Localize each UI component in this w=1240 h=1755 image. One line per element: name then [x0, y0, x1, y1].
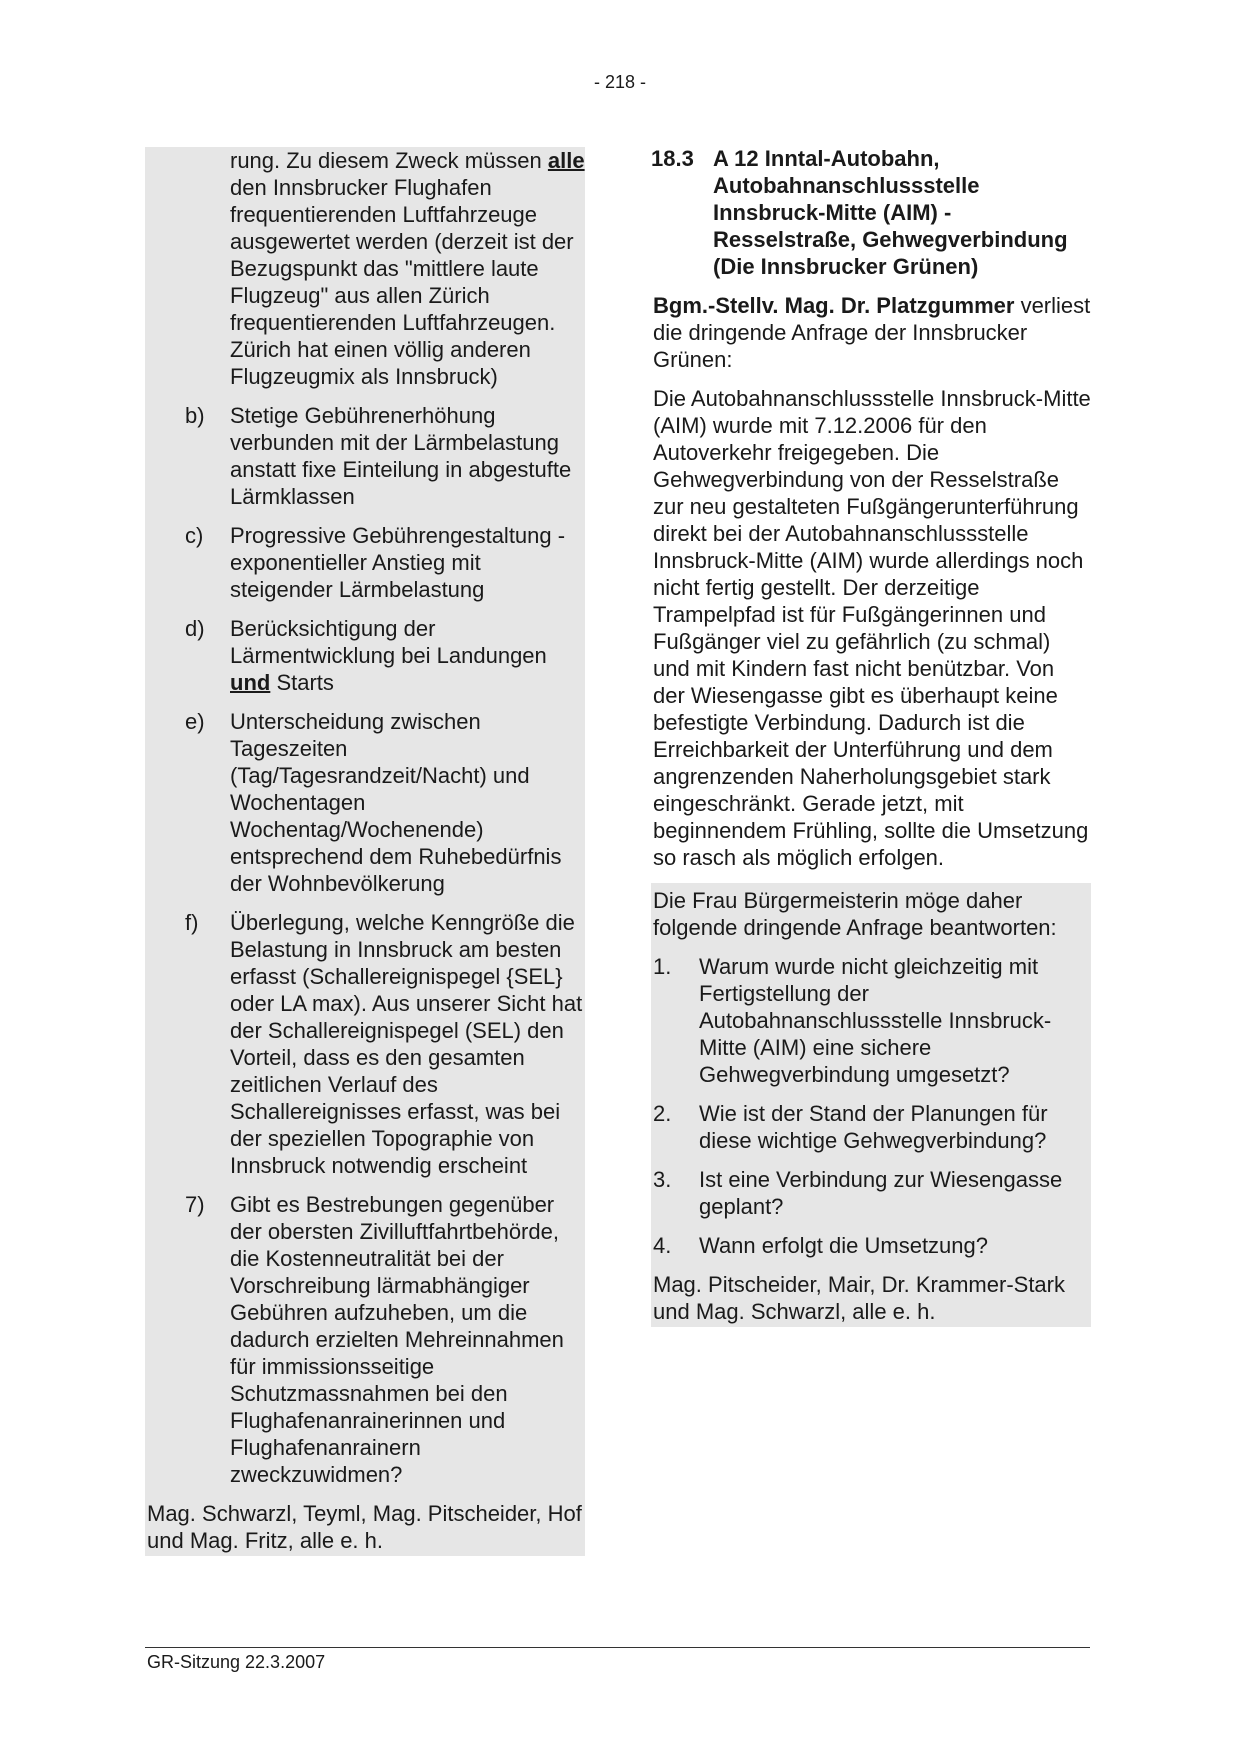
left-shaded-block: [145, 147, 585, 1556]
continuation-paragraph: rung. Zu diesem Zweck müssen alle den Innsbrucker Flughafen frequentierenden Luftfahrzeuge ausgewertet werden (derzeit ist der Bezugspunkt das "mittlere laute Flugzeug" aus allen Zürich frequentierenden Luftfahrzeugen. Zürich hat einen völlig anderen Flugzeugmix als Innsbruck): [230, 148, 585, 389]
footer-session: GR-Sitzung 22.3.2007: [147, 1652, 326, 1672]
page-number: - 218 -: [593, 72, 647, 92]
list-item-c: c) Progressive Gebührengestaltung - exponentieller Anstieg mit steigender Lärmbelastung: [185, 523, 566, 602]
question-4: 4. Wann erfolgt die Umsetzung?: [653, 1233, 988, 1258]
right-column: [651, 147, 1091, 1327]
speaker-paragraph: Bgm.-Stellv. Mag. Dr. Platzgummer verliest die dringende Anfrage der Innsbrucker Grünen:: [653, 293, 1091, 372]
list-item-e: e) Unterscheidung zwischen Tageszeiten (Tag/Tagesrandzeit/Nacht) und Wochentagen Wochentag/Wochenende) entsprechend dem Ruhebedürfnis der Wohnbevölkerung: [185, 709, 562, 896]
section-title: A 12 Inntal-Autobahn, Autobahnanschlussstelle Innsbruck-Mitte (AIM) - Resselstraße, Gehwegverbindung (Die Innsbrucker Grünen): [713, 146, 1068, 279]
emphasis-alle: alle: [547, 148, 585, 173]
speaker-name: Bgm.-Stellv. Mag. Dr. Platzgummer: [653, 293, 1015, 318]
right-signature: Mag. Pitscheider, Mair, Dr. Krammer-Stark und Mag. Schwarzl, alle e. h.: [653, 1272, 1065, 1324]
list-item-7: 7) Gibt es Bestrebungen gegenüber der obersten Zivilluftfahrtbehörde, die Kostenneutralität bei der Vorschreibung lärmabhängiger Gebühren aufzuheben, um die dadurch erzielten Mehreinnahmen für immissionsseitige Schutzmassnahmen bei den Flughafenanrainerinnen und Flughafenanrainern zweckzuwidmen?: [185, 1192, 564, 1487]
left-column: [145, 147, 585, 1556]
intro-paragraph: Die Frau Bürgermeisterin möge daher folgende dringende Anfrage beantworten:: [653, 888, 1057, 940]
list-item-d: d) Berücksichtigung der Lärmentwicklung bei Landungen und Starts: [185, 616, 547, 695]
footer-divider: [145, 1647, 1090, 1648]
question-1: 1. Warum wurde nicht gleichzeitig mit Fertigstellung der Autobahnanschlussstelle Innsbruck-Mitte (AIM) eine sichere Gehwegverbindung umgesetzt?: [653, 954, 1052, 1087]
left-signature: Mag. Schwarzl, Teyml, Mag. Pitscheider, Hof und Mag. Fritz, alle e. h.: [147, 1501, 582, 1553]
list-item-f: f) Überlegung, welche Kenngröße die Belastung in Innsbruck am besten erfasst (Schallereignispegel {SEL} oder LA max). Aus unserer Sicht hat der Schallereignispegel (SEL) den Vorteil, dass es den gesamten zeitlichen Verlauf des Schallereignisses erfasst, was bei der speziellen Topographie von Innsbruck notwendig erscheint: [185, 910, 583, 1178]
right-shaded-block: [651, 883, 1091, 1327]
body-paragraph: Die Autobahnanschlussstelle Innsbruck-Mitte (AIM) wurde mit 7.12.2006 für den Autoverkehr freigegeben. Die Gehwegverbindung von der Resselstraße zur neu gestalteten Fußgängerunterführung direkt bei der Autobahnanschlussstelle Innsbruck-Mitte (AIM) wurde allerdings noch nicht fertig gestellt. Der derzeitige Trampelpfad ist für Fußgängerinnen und Fußgänger viel zu gefährlich (zu schmal) und mit Kindern fast nicht benützbar. Von der Wiesengasse gibt es überhaupt keine befestigte Verbindung. Dadurch ist die Erreichbarkeit der Unterführung und dem angrenzenden Naherholungsgebiet stark eingeschränkt. Gerade jetzt, mit beginnendem Frühling, sollte die Umsetzung so rasch als möglich erfolgen.: [653, 386, 1091, 870]
list-item-b: b) Stetige Gebührenerhöhung verbunden mit der Lärmbelastung anstatt fixe Einteilung in abgestufte Lärmklassen: [185, 403, 572, 509]
section-number: 18.3: [651, 146, 694, 171]
emphasis-und: und: [230, 670, 271, 695]
question-2: 2. Wie ist der Stand der Planungen für diese wichtige Gehwegverbindung?: [653, 1101, 1048, 1153]
question-3: 3. Ist eine Verbindung zur Wiesengasse geplant?: [653, 1167, 1063, 1219]
section-heading: [651, 145, 1091, 280]
